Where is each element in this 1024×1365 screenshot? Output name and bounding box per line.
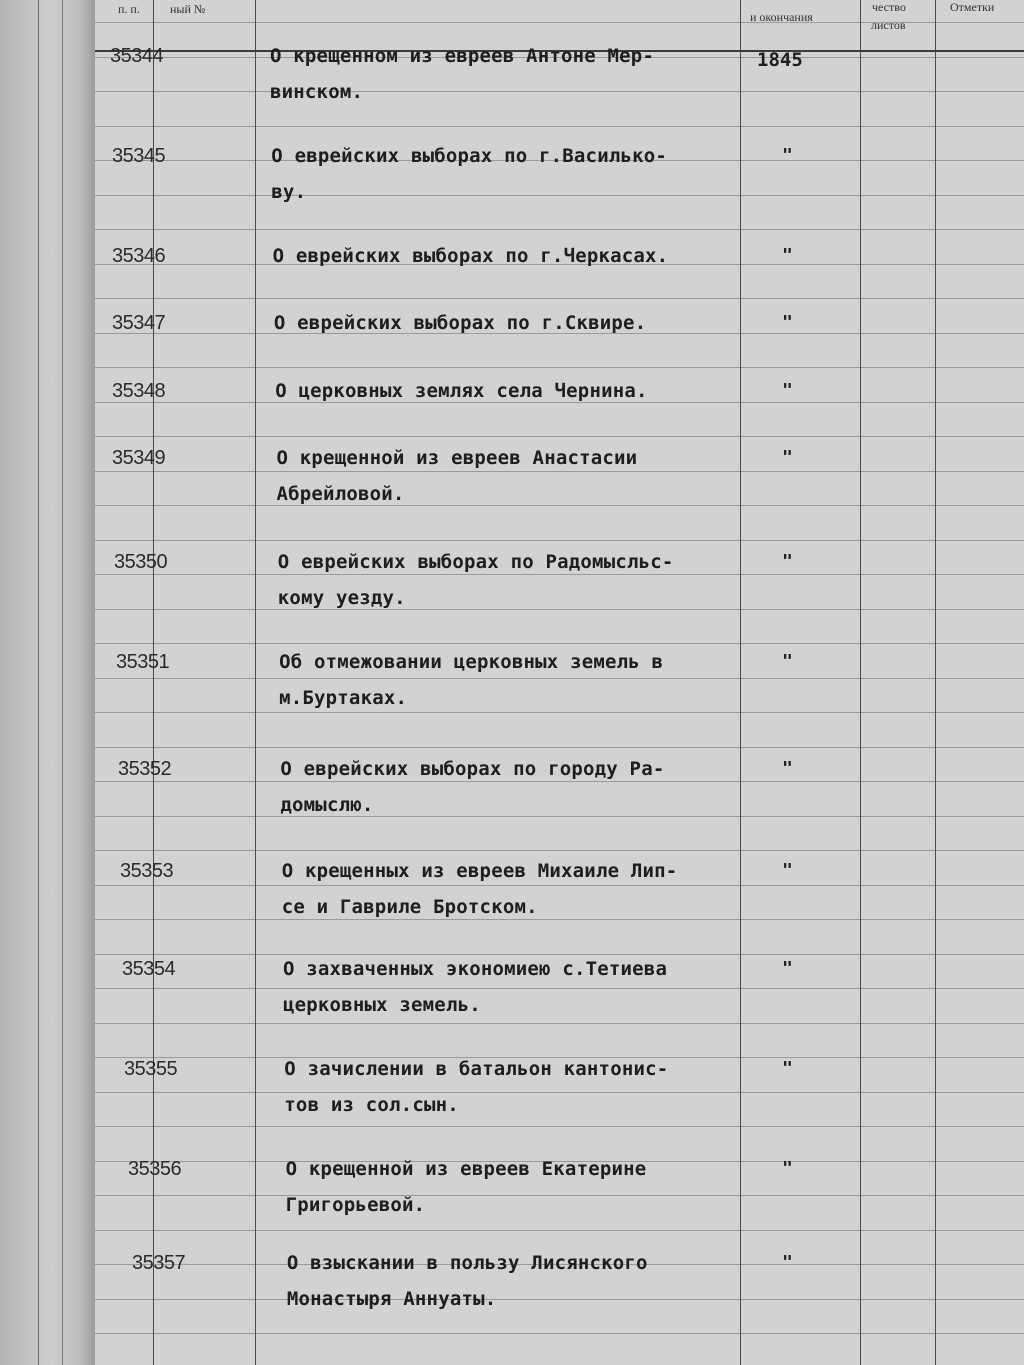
ruled-line [95,402,1024,403]
ruled-line [95,574,1024,575]
ruled-line [95,505,1024,506]
ruled-line [95,229,1024,230]
ruled-line [95,919,1024,920]
entry-number: 35355 [124,1058,178,1080]
entry-title-line: Монастыря Аннуаты. [286,1288,497,1310]
entry-title-line: О захваченных экономиею с.Тетиева [283,958,668,980]
ruled-line [95,988,1024,989]
entry-title-line: м.Буртаках. [279,687,408,709]
entry-date-ditto: " [782,860,793,881]
column-divider [935,0,936,1365]
entry-title-line: О взыскании в пользу Лисянского [286,1252,648,1274]
header-dates: и окончания [750,10,813,24]
entry-number: 35352 [118,758,172,780]
entry-title-line: се и Гавриле Бротском. [281,896,538,918]
entry-title-line: винском. [270,81,364,103]
header-sheets-top: чество [872,0,906,14]
entry-number: 35351 [116,651,170,673]
entry-title-line: О крещенной из евреев Анастасии [276,447,638,469]
entry-number: 35345 [112,145,166,167]
entry-date-ditto: " [782,758,793,779]
entry-date-ditto: " [782,447,793,468]
ruled-line [95,1333,1024,1334]
entry-title-line: О еврейских выборах по городу Ра- [280,758,665,780]
ruled-line [95,367,1024,368]
column-divider [740,0,741,1365]
ruled-line [95,678,1024,679]
entry-date: 1845 [757,49,803,71]
ruled-line [95,885,1024,886]
entry-number: 35348 [112,380,166,402]
entry-date-ditto: " [782,651,793,672]
binding-edge [62,0,63,1365]
entry-date-ditto: " [782,1158,793,1179]
ruled-line [95,1195,1024,1196]
entry-number: 35356 [128,1158,182,1180]
ruled-line [95,1023,1024,1024]
entry-number: 35353 [120,860,174,882]
entry-title-line: О еврейских выборах по г.Сквире. [273,312,647,334]
entry-title-line: Об отмежовании церковных земель в [279,651,664,673]
ruled-line [95,298,1024,299]
ruled-line [95,1230,1024,1231]
entry-title-line: О еврейских выборах по г.Черкасах. [272,245,669,267]
entry-number: 35349 [112,447,166,469]
entry-title-line: ву. [271,181,307,203]
entry-title-line: О церковных землях села Чернина. [275,380,648,402]
entry-date-ditto: " [782,551,793,572]
header-sheets: листов [871,18,906,32]
entry-title-line: О зачислении в батальон кантонис- [284,1058,669,1080]
binding-edge [38,0,39,1365]
entry-title-line: О еврейских выборах по г.Василько- [271,145,668,167]
ruled-line [95,850,1024,851]
entry-date-ditto: " [782,245,793,266]
entry-number: 35347 [112,312,166,334]
entry-title-line: кому уезду. [277,587,406,609]
entry-date-ditto: " [782,312,793,333]
ruled-line [95,1092,1024,1093]
header-inventory: ный № [170,2,206,16]
entry-title-line: О еврейских выборах по Радомысльс- [277,551,674,573]
ruled-line [95,609,1024,610]
book-binding [0,0,95,1365]
ruled-line [95,643,1024,644]
ruled-line [95,747,1024,748]
entry-number: 35357 [132,1252,186,1274]
entry-title-line: О крещенном из евреев Антоне Мер- [270,45,655,67]
ruled-line [95,540,1024,541]
entry-date-ditto: " [782,1058,793,1079]
entry-date-ditto: " [782,958,793,979]
ruled-line [95,781,1024,782]
entry-title-line: домыслю. [280,794,374,816]
ruled-line [95,712,1024,713]
ruled-line [95,954,1024,955]
column-divider [860,0,861,1365]
entry-date-ditto: " [782,145,793,166]
entry-title-line: О крещенных из евреев Михаиле Лип- [281,860,678,882]
entry-number: 35344 [110,45,164,67]
ruled-line [95,195,1024,196]
ruled-line [95,1299,1024,1300]
entry-number: 35350 [114,551,168,573]
entry-title-line: тов из сол.сын. [284,1094,459,1116]
entry-date-ditto: " [782,380,793,401]
ruled-line [95,91,1024,92]
ruled-line [95,471,1024,472]
entry-number: 35354 [122,958,176,980]
header-number: п. п. [118,2,140,16]
ruled-line [95,1126,1024,1127]
entry-date-ditto: " [782,1252,793,1273]
ruled-line [95,816,1024,817]
entry-number: 35346 [112,245,166,267]
entry-title-line: О крещенной из евреев Екатерине [285,1158,647,1180]
header-notes: Отметки [950,0,995,14]
entry-title-line: Абрейловой. [276,483,405,505]
entry-title-line: церковных земель. [283,994,481,1016]
ruled-line [95,436,1024,437]
ruled-line [95,126,1024,127]
entry-title-line: Григорьевой. [285,1194,426,1216]
column-divider [255,0,256,1365]
